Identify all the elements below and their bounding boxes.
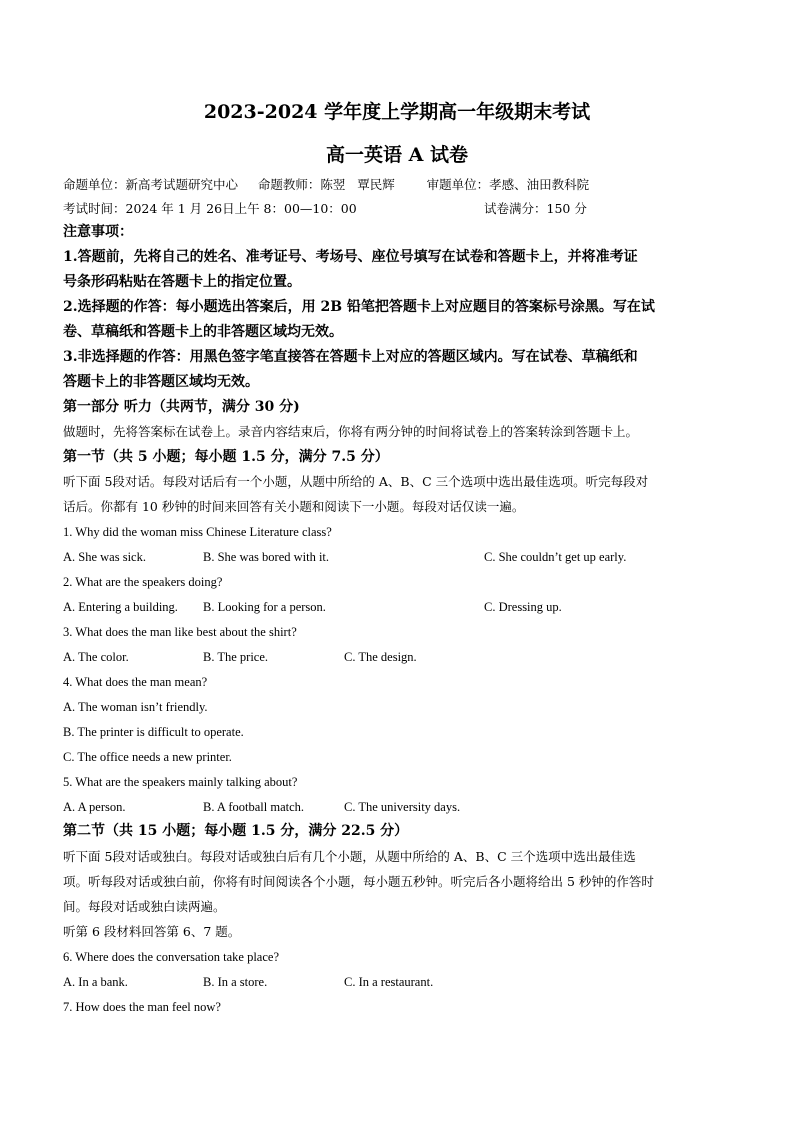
option-b: B. The price. (203, 650, 269, 664)
notice-item-3a: 3.非选择题的作答：用黑色签字笔直接答在答题卡上对应的答题区域内。写在试卷、草稿纸和 (63, 349, 638, 365)
part1-intro: 做题时，先将答案标在试卷上。录音内容结束后，你将有两分钟的时间将试卷上的答案转涂到答题卡上。 (63, 424, 639, 439)
material-note: 听第 6 段材料回答第 6、7 题。 (63, 924, 241, 939)
exam-time: 考试时间：2024 年 1 月 26日上午 8：00—10：00 (63, 201, 357, 216)
notice-item-2b: 卷、草稿纸和答题卡上的非答题区域均无效。 (63, 324, 343, 340)
option-b: B. In a store. (203, 975, 268, 989)
exam-subtitle: 高一英语 A 试卷 (326, 144, 468, 166)
option-a: A. The woman isn’t friendly. (63, 700, 208, 714)
option-c: C. The university days. (344, 800, 461, 814)
question-stem: 4. What does the man mean? (63, 675, 208, 689)
question-stem: 2. What are the speakers doing? (63, 575, 223, 589)
option-a: A. In a bank. (63, 975, 128, 989)
option-b: B. Looking for a person. (203, 600, 326, 614)
option-c: C. The office needs a new printer. (63, 750, 232, 764)
section1-heading: 第一节（共 5 小题；每小题 1.5 分，满分 7.5 分） (63, 449, 389, 465)
option-a: A. Entering a building. (63, 600, 178, 614)
notice-item-1b: 号条形码粘贴在答题卡上的指定位置。 (63, 274, 301, 290)
exam-title: 2023-2024 学年度上学期高一年级期末考试 (203, 101, 591, 123)
option-a: A. The color. (63, 650, 129, 664)
option-b: B. She was bored with it. (203, 550, 330, 564)
option-c: C. In a restaurant. (344, 975, 434, 989)
notice-item-1a: 1.答题前，先将自己的姓名、准考证号、考场号、座位号填写在试卷和答题卡上，并将准考证 (63, 249, 638, 265)
section2-intro-b: 项。听每段对话或独白前，你将有时间阅读各个小题，每小题五秒钟。听完后各小题将给出 5 秒钟的作答时 (63, 874, 654, 889)
option-a: A. She was sick. (63, 550, 146, 564)
section1-intro-b: 话后。你都有 10 秒钟的时间来回答有关小题和阅读下一小题。每段对话仅读一遍。 (63, 499, 525, 514)
notice-item-2a: 2.选择题的作答：每小题选出答案后，用 2B 铅笔把答题卡上对应题目的答案标号涂黑。写在试 (63, 299, 655, 315)
option-a: A. A person. (63, 800, 126, 814)
question-stem: 5. What are the speakers mainly talking about? (63, 775, 298, 789)
notice-item-3b: 答题卡上的非答题区域均无效。 (63, 374, 259, 390)
option-b: B. A football match. (203, 800, 305, 814)
option-b: B. The printer is difficult to operate. (63, 725, 244, 739)
author-info: 命题单位：新高考试题研究中心 命题教师：陈翌 覃民辉 审题单位：孝感、油田教科院 (63, 177, 590, 192)
section2-intro-a: 听下面 5段对话或独白。每段对话或独白后有几个小题，从题中所给的 A、B、C 三个选项中选出最佳选 (63, 849, 636, 864)
question-stem: 7. How does the man feel now? (63, 1000, 221, 1014)
part1-heading: 第一部分 听力（共两节，满分 30 分) (63, 399, 300, 415)
section2-intro-c: 间。每段对话或独白读两遍。 (63, 899, 226, 914)
question-stem: 1. Why did the woman miss Chinese Literature class? (63, 525, 332, 539)
question-stem: 6. Where does the conversation take place? (63, 950, 279, 964)
notice-heading: 注意事项： (63, 224, 133, 240)
question-stem: 3. What does the man like best about the shirt? (63, 625, 297, 639)
full-score: 试卷满分：150 分 (484, 201, 587, 216)
option-c: C. The design. (344, 650, 417, 664)
section1-intro-a: 听下面 5段对话。每段对话后有一个小题，从题中所给的 A、B、C 三个选项中选出最佳选项。听完每段对 (63, 474, 649, 489)
option-c: C. She couldn’t get up early. (484, 550, 627, 564)
section2-heading: 第二节（共 15 小题；每小题 1.5 分，满分 22.5 分） (63, 823, 409, 839)
option-c: C. Dressing up. (484, 600, 562, 614)
